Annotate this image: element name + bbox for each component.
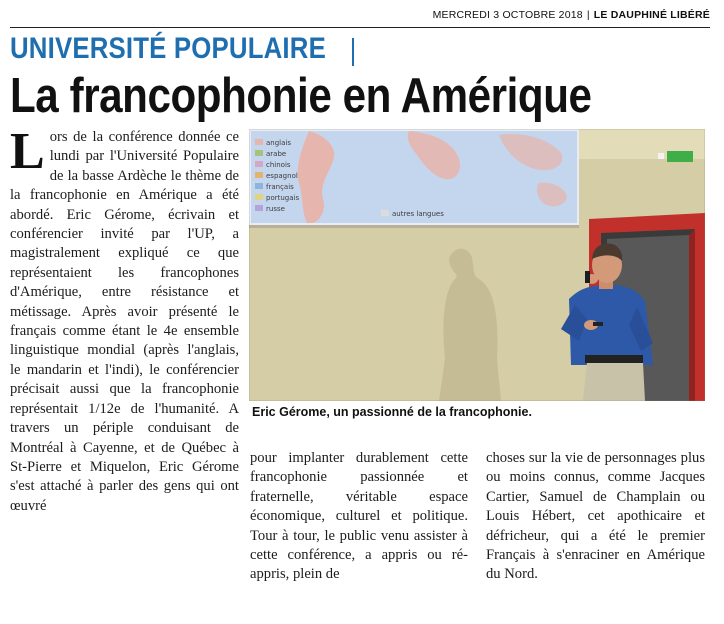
trousers xyxy=(583,363,645,401)
kicker-divider xyxy=(352,38,354,66)
section-kicker: UNIVERSITÉ POPULAIRE xyxy=(10,32,326,65)
legend-chinois: chinois xyxy=(266,161,291,169)
masthead-separator: | xyxy=(586,9,590,21)
legend-autres-langues: autres langues xyxy=(392,210,444,218)
newspaper-name: LE DAUPHINÉ LIBÉRÉ xyxy=(593,9,710,21)
masthead xyxy=(433,9,710,21)
legend-francais: français xyxy=(266,183,294,191)
article-column-2: pour implanter durablement cette francophonie passionnée et fraternelle, véritable espace économique, culturel et politique. Tour à tour, le public venu assister à cette conférence, a appris ou ré-appris, plein de xyxy=(250,450,468,583)
drop-cap: L xyxy=(10,123,45,180)
legend-arabe: arabe xyxy=(266,150,287,158)
article-column-1 xyxy=(10,123,239,516)
exit-sign-icon xyxy=(667,151,693,162)
remote-control-icon xyxy=(593,322,603,326)
article-headline: La francophonie en Amérique xyxy=(10,69,592,123)
article-photo xyxy=(249,129,705,401)
issue-date: MERCREDI 3 OCTOBRE 2018 xyxy=(432,9,583,21)
legend-portugais: portugais xyxy=(266,194,300,202)
conference-photo xyxy=(249,129,705,401)
column-1-text: ors de la conférence donnée ce lundi par l'Université Populaire de la basse Ardèche le thème de la francophonie en Amérique a été abordé. Eric Gérome, écrivain et conférencier invité par l'UP, a magistralement expliqué ce que représentaient les francophones d'Amérique, entre résistance et métissage. Après avoir présenté le français comme étant le 4e ensemble linguistique mondial (après l'anglais, le mandarin et l'indi), le conférencier précisait aussi que la francophonie représentait 1/12e de l'humanité. A travers un périple conduisant de Montréal à Cayenne, et de Québec à St-Pierre et Miquelon, Eric Gérome s'est attaché à parler des gens qui ont œuvré xyxy=(10,129,239,514)
legend-espagnol: espagnol xyxy=(266,172,298,180)
article-column-3: choses sur la vie de personnages plus ou moins connus, comme Jacques Cartier, Samuel de Champlain ou Louis Hébert, cet apothicaire et défricheur, qui a été le premier Français à s'enraciner en Amérique du Nord. xyxy=(486,450,705,583)
legend-russe: russe xyxy=(266,205,285,213)
photo-caption: Eric Gérome, un passionné de la francophonie. xyxy=(252,405,532,419)
masthead-rule xyxy=(10,27,710,28)
microphone-icon xyxy=(585,271,590,283)
legend-anglais: anglais xyxy=(266,139,291,147)
